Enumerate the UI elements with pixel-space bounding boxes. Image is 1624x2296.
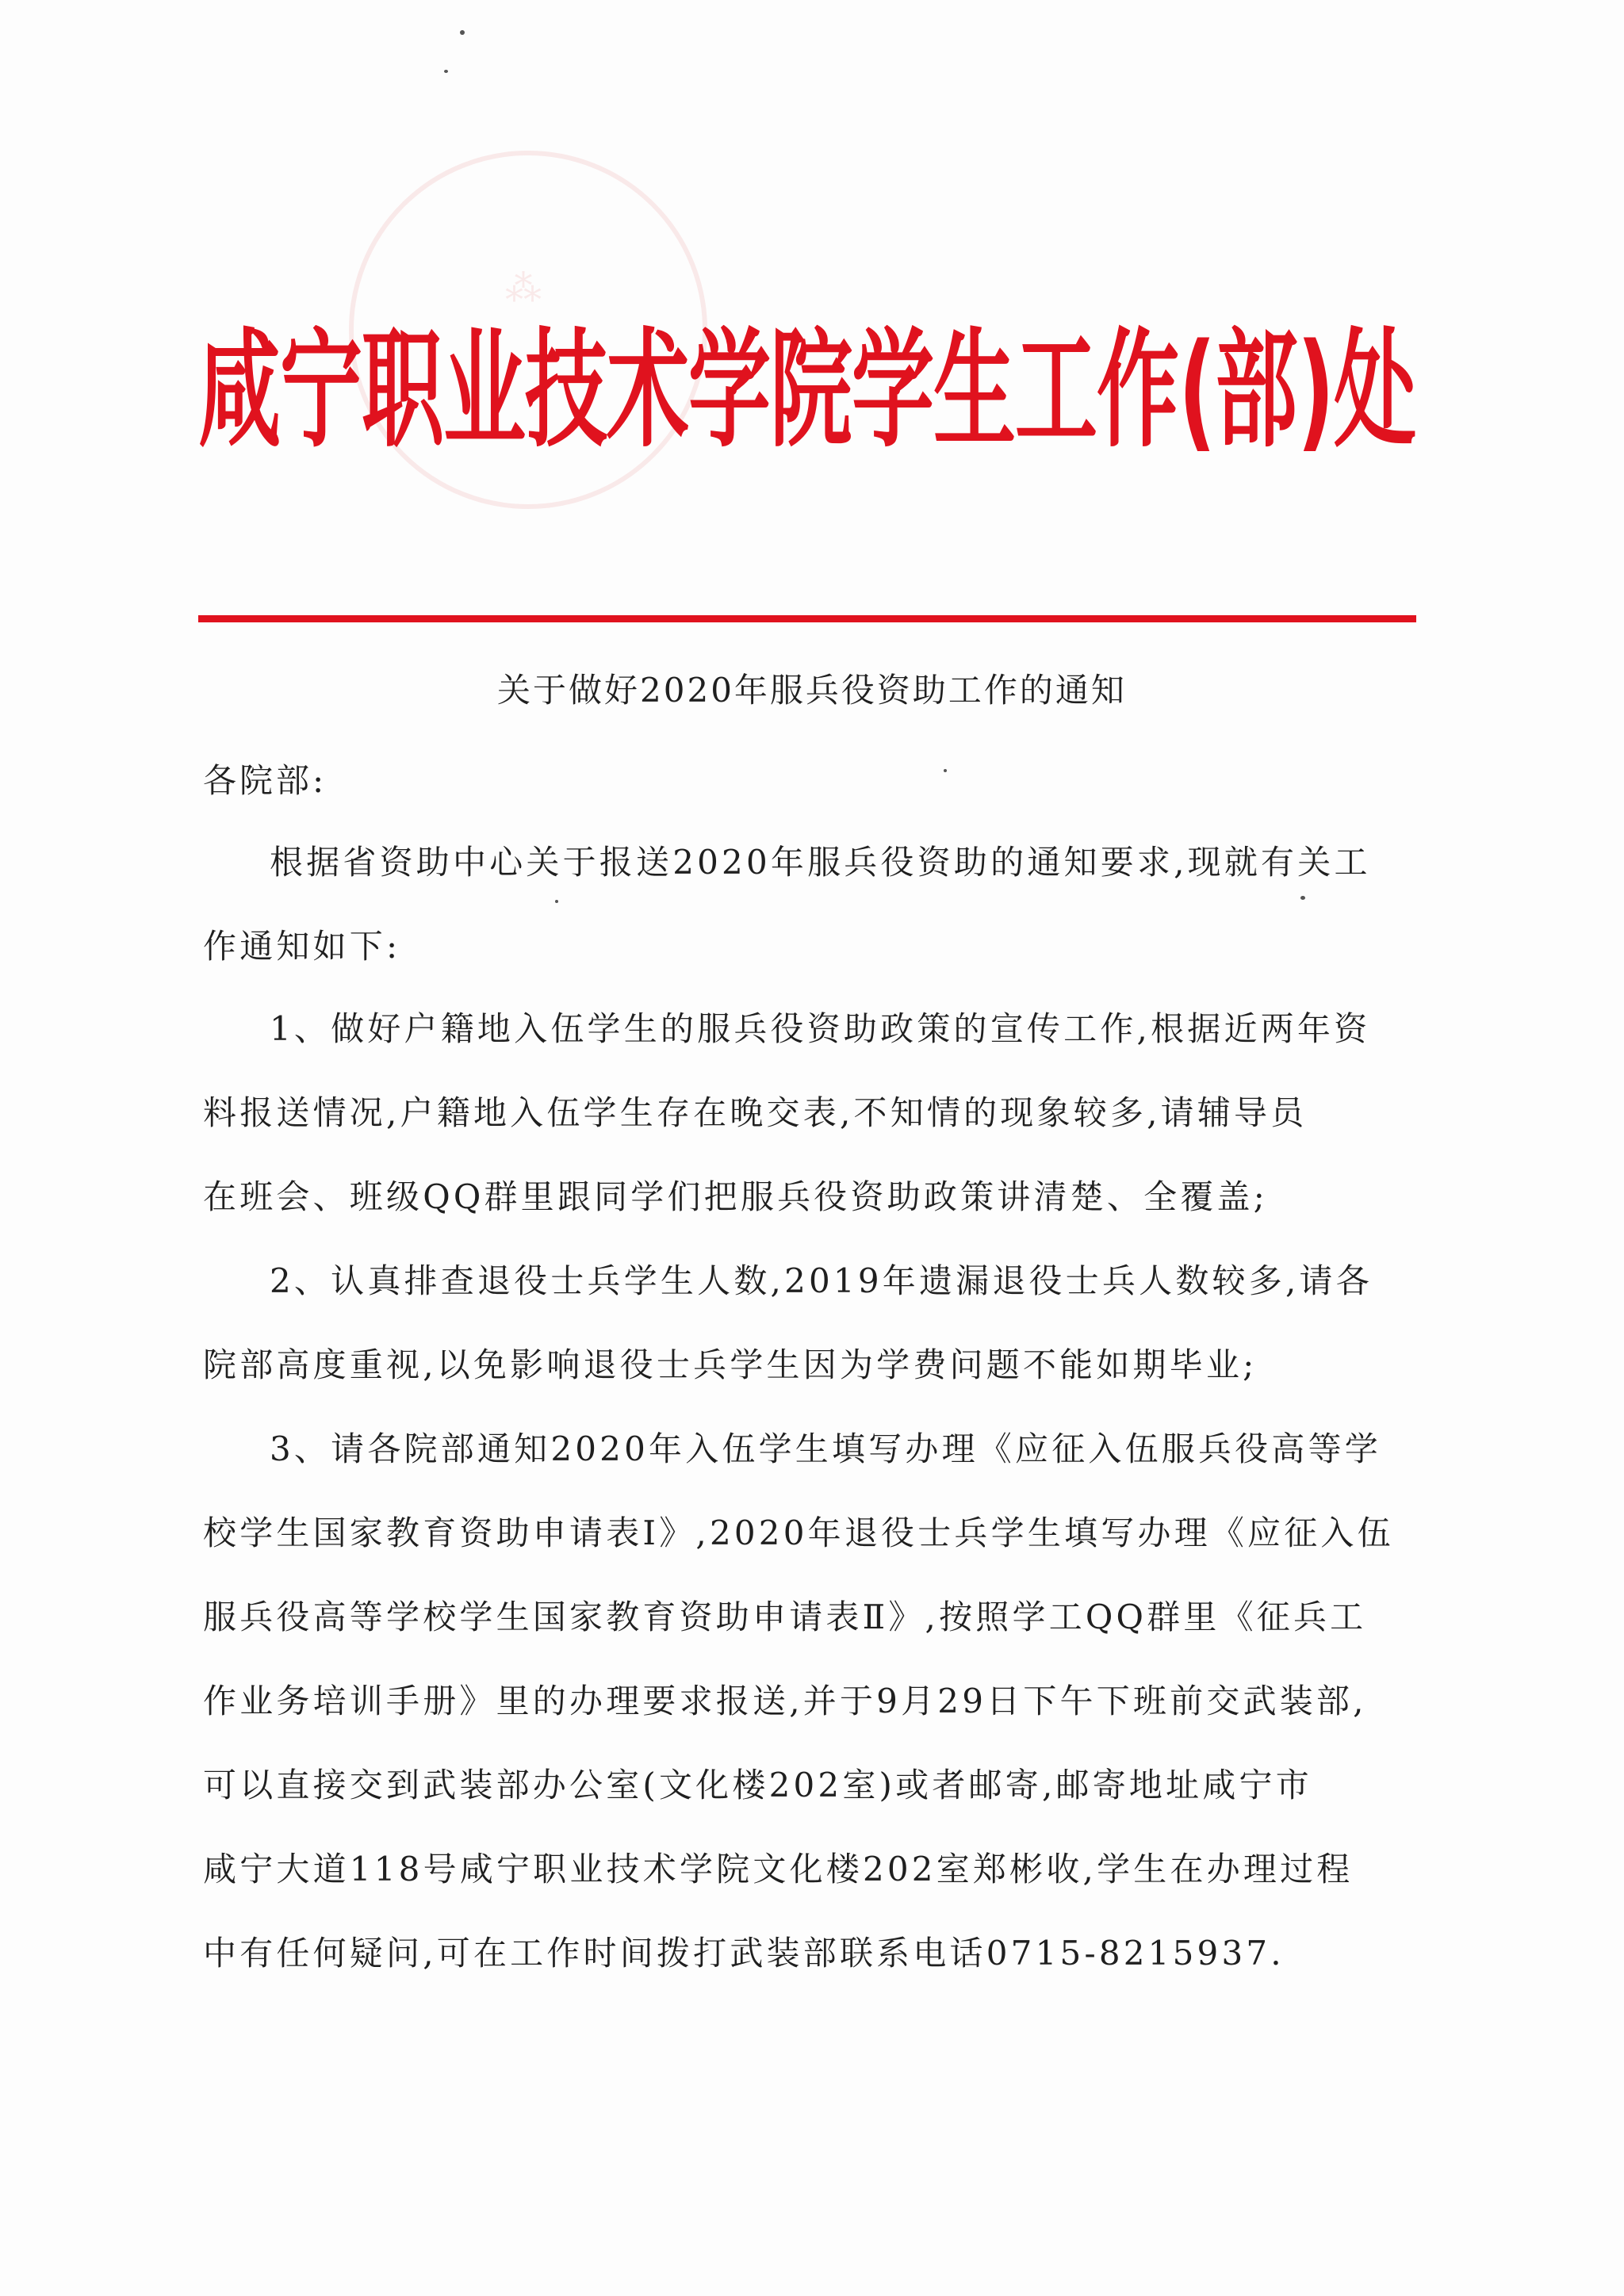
body-line: 校学生国家教育资助申请表Ⅰ》,2020年退役士兵学生填写办理《应征入伍 bbox=[203, 1513, 1394, 1552]
scan-speck bbox=[1300, 896, 1305, 900]
body-line: 1、做好户籍地入伍学生的服兵役资助政策的宣传工作,根据近两年资 bbox=[270, 1009, 1371, 1048]
body-line: 院部高度重视,以免影响退役士兵学生因为学费问题不能如期毕业; bbox=[203, 1345, 1258, 1384]
body-line: 2、认真排查退役士兵学生人数,2019年遗漏退役士兵人数较多,请各 bbox=[270, 1261, 1373, 1300]
body-line: 可以直接交到武装部办公室(文化楼202室)或者邮寄,邮寄地址咸宁市 bbox=[203, 1766, 1312, 1804]
scan-speck bbox=[555, 900, 558, 903]
letterhead-rule bbox=[198, 615, 1416, 622]
body-line: 料报送情况,户籍地入伍学生存在晚交表,不知情的现象较多,请辅导员 bbox=[203, 1093, 1308, 1132]
body-line: 根据省资助中心关于报送2020年服兵役资助的通知要求,现就有关工 bbox=[270, 843, 1371, 882]
body-line: 作业务培训手册》里的办理要求报送,并于9月29日下午下班前交武装部, bbox=[203, 1682, 1367, 1720]
salutation: 各院部: bbox=[203, 761, 327, 800]
scan-speck bbox=[444, 70, 448, 73]
scan-speck bbox=[944, 769, 947, 772]
body-line: 咸宁大道118号咸宁职业技术学院文化楼202室郑彬收,学生在办理过程 bbox=[203, 1850, 1354, 1888]
official-seal: ⁂ bbox=[349, 151, 707, 509]
letterhead-title: 咸宁职业技术学院学生工作(部)处 bbox=[198, 315, 1416, 465]
body-line: 3、请各院部通知2020年入伍学生填写办理《应征入伍服兵役高等学 bbox=[270, 1429, 1382, 1468]
body-line: 在班会、班级QQ群里跟同学们把服兵役资助政策讲清楚、全覆盖; bbox=[203, 1177, 1269, 1216]
notice-title: 关于做好2020年服兵役资助工作的通知 bbox=[497, 671, 1127, 710]
scan-speck bbox=[460, 30, 465, 35]
body-line: 作通知如下: bbox=[203, 927, 401, 966]
body-line: 服兵役高等学校学生国家教育资助申请表Ⅱ》,按照学工QQ群里《征兵工 bbox=[203, 1598, 1367, 1636]
body-line: 中有任何疑问,可在工作时间拨打武装部联系电话0715-8215937. bbox=[203, 1934, 1285, 1973]
